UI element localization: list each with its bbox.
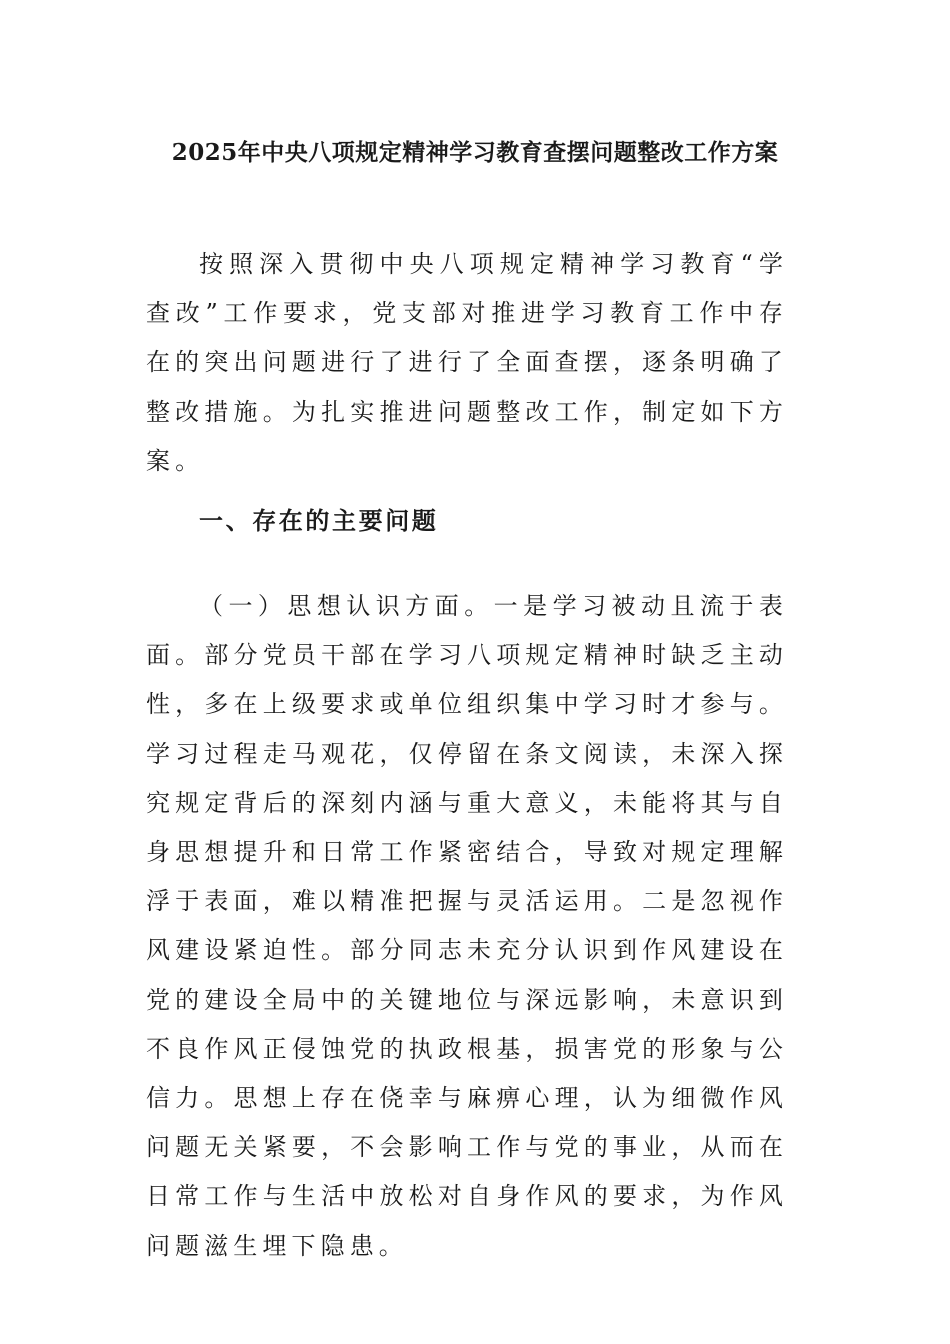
intro-paragraph: 按照深入贯彻中央八项规定精神学习教育“学查改”工作要求，党支部对推进学习教育工作中存在的突出问题进行了进行了全面查摆，逐条明确了整改措施。为扎实推进问题整改工作，制定如下方案。	[146, 250, 788, 475]
section-heading: 一、存在的主要问题	[199, 506, 439, 535]
document-title: 2025年中央八项规定精神学习教育查摆问题整改工作方案	[171, 139, 779, 166]
body-paragraph: （一）思想认识方面。一是学习被动且流于表面。部分党员干部在学习八项规定精神时缺乏主动性，多在上级要求或单位组织集中学习时才参与。学习过程走马观花，仅停留在条文阅读，未深入探究规定背后的深刻内涵与重大意义，未能将其与自身思想提升和日常工作紧密结合，导致对规定理解浮于表面，难以精准把握与灵活运用。二是忽视作风建设紧迫性。部分同志未充分认识到作风建设在党的建设全局中的关键地位与深远影响，未意识到不良作风正侵蚀党的执政根基，损害党的形象与公信力。思想上存在侥幸与麻痹心理，认为细微作风问题无关紧要，不会影响工作与党的事业，从而在日常工作与生活中放松对自身作风的要求，为作风问题滋生埋下隐患。	[146, 592, 788, 1260]
